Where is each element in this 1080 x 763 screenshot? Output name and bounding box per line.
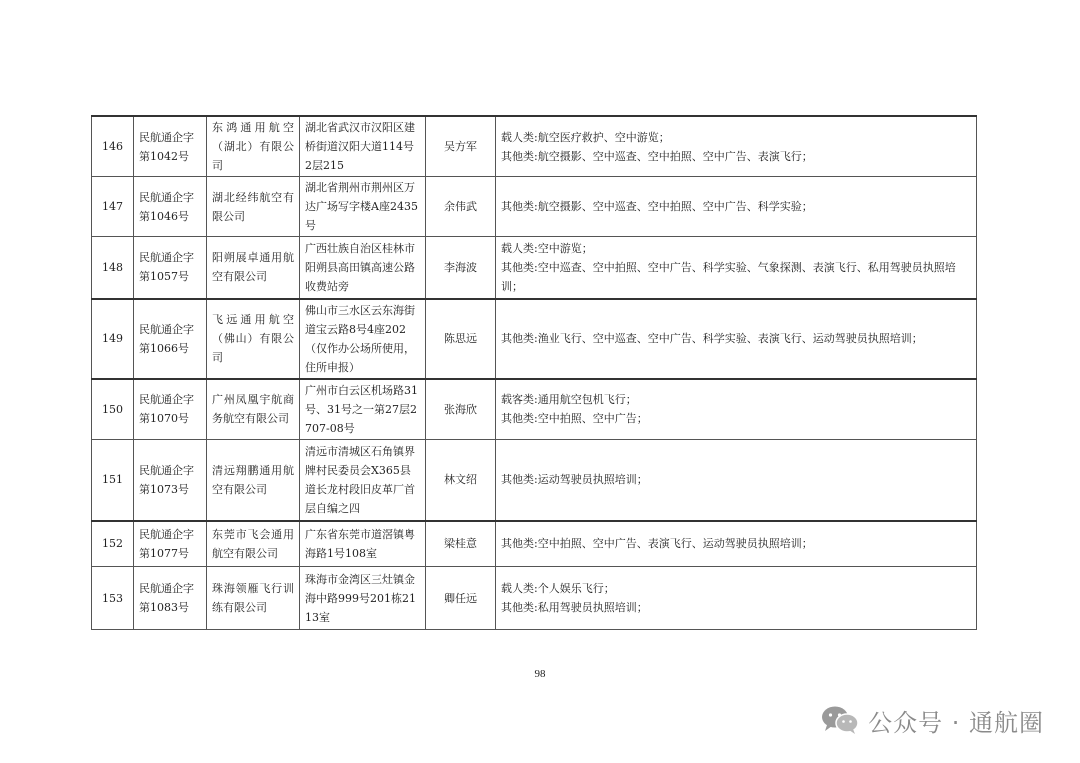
business-scope <box>496 521 977 567</box>
business-scope <box>496 379 977 440</box>
permit-number: 民航通企字第1070号 <box>134 379 207 440</box>
company-name: 清远翔鹏通用航空有限公司 <box>207 440 300 521</box>
company-address: 珠海市金湾区三灶镇金海中路999号201栋2113室 <box>300 567 426 630</box>
permit-number: 民航通企字第1042号 <box>134 116 207 177</box>
company-address: 广西壮族自治区桂林市阳朔县高田镇高速公路收费站旁 <box>300 237 426 299</box>
company-address: 清远市清城区石角镇界牌村民委员会X365县道长龙村段旧皮革厂首层自编之四 <box>300 440 426 521</box>
page-number: 98 <box>534 668 546 680</box>
table-row <box>92 521 977 567</box>
scope-line: 载人类:空中游览； <box>501 241 593 255</box>
scope-line: 其他类:航空摄影、空中巡查、空中拍照、空中广告、表演飞行； <box>501 149 813 163</box>
company-name: 东莞市飞会通用航空有限公司 <box>207 521 300 567</box>
row-number: 146 <box>92 116 134 177</box>
legal-representative: 陈思远 <box>426 299 496 379</box>
scope-line: 其他类:空中拍照、空中广告、表演飞行、运动驾驶员执照培训； <box>501 537 813 551</box>
business-scope <box>496 299 977 379</box>
legal-representative: 李海波 <box>426 237 496 299</box>
company-name: 阳朔展卓通用航空有限公司 <box>207 237 300 299</box>
watermark <box>820 703 1044 737</box>
scope-line: 载客类:通用航空包机飞行； <box>501 393 637 407</box>
company-address: 湖北省荆州市荆州区万达广场写字楼A座2435号 <box>300 177 426 237</box>
row-number: 153 <box>92 567 134 630</box>
row-number: 151 <box>92 440 134 521</box>
permit-number: 民航通企字第1057号 <box>134 237 207 299</box>
table-row <box>92 116 977 177</box>
table-row <box>92 299 977 379</box>
watermark-text: 公众号 · 通航圈 <box>868 708 1044 737</box>
row-number: 147 <box>92 177 134 237</box>
scope-line: 其他类:私用驾驶员执照培训； <box>501 601 648 614</box>
permit-number: 民航通企字第1077号 <box>134 521 207 567</box>
legal-representative: 卿任远 <box>426 567 496 630</box>
business-scope <box>496 567 977 630</box>
legal-representative: 林文绍 <box>426 440 496 521</box>
table-row <box>92 440 977 521</box>
scope-line: 其他类:空中拍照、空中广告； <box>501 412 648 426</box>
business-scope <box>496 237 977 299</box>
permit-number: 民航通企字第1046号 <box>134 177 207 237</box>
company-name: 飞远通用航空（佛山）有限公司 <box>207 299 300 379</box>
row-number: 150 <box>92 379 134 440</box>
scope-line: 其他类:渔业飞行、空中巡查、空中广告、科学实验、表演飞行、运动驾驶员执照培训； <box>501 332 923 345</box>
company-name: 珠海领雁飞行训练有限公司 <box>207 567 300 630</box>
company-address: 佛山市三水区云东海街道宝云路8号4座202（仅作办公场所使用，住所申报） <box>300 299 426 379</box>
scope-line: 其他类:航空摄影、空中巡查、空中拍照、空中广告、科学实验； <box>501 200 813 213</box>
row-number: 152 <box>92 521 134 567</box>
company-address: 广州市白云区机场路31号、31号之一第27层2707-08号 <box>300 379 426 440</box>
wechat-icon <box>820 705 860 735</box>
scope-line: 其他类:运动驾驶员执照培训； <box>501 473 648 487</box>
business-scope <box>496 116 977 177</box>
table-row <box>92 379 977 440</box>
row-number: 149 <box>92 299 134 379</box>
table-row <box>92 177 977 237</box>
legal-representative: 张海欣 <box>426 379 496 440</box>
permit-number: 民航通企字第1073号 <box>134 440 207 521</box>
permit-number: 民航通企字第1083号 <box>134 567 207 630</box>
company-address: 广东省东莞市道滘镇粤海路1号108室 <box>300 521 426 567</box>
legal-representative: 吴方军 <box>426 116 496 177</box>
company-address: 湖北省武汉市汉阳区建桥街道汉阳大道114号2层215 <box>300 116 426 177</box>
legal-representative: 梁桂意 <box>426 521 496 567</box>
company-name: 湖北经纬航空有限公司 <box>207 177 300 237</box>
row-number: 148 <box>92 237 134 299</box>
legal-representative: 余伟武 <box>426 177 496 237</box>
table-row <box>92 567 977 630</box>
scope-line: 载人类:个人娱乐飞行； <box>501 582 615 595</box>
company-name: 东鸿通用航空（湖北）有限公司 <box>207 116 300 177</box>
scope-line: 其他类:空中巡查、空中拍照、空中广告、科学实验、气象探测、表演飞行、私用驾驶员执照培训； <box>501 260 956 293</box>
permit-number: 民航通企字第1066号 <box>134 299 207 379</box>
business-scope <box>496 440 977 521</box>
scope-line: 载人类:航空医疗救护、空中游览； <box>501 130 670 144</box>
table-row <box>92 237 977 299</box>
company-name: 广州凤凰宇航商务航空有限公司 <box>207 379 300 440</box>
business-scope <box>496 177 977 237</box>
enterprise-table <box>91 115 977 630</box>
